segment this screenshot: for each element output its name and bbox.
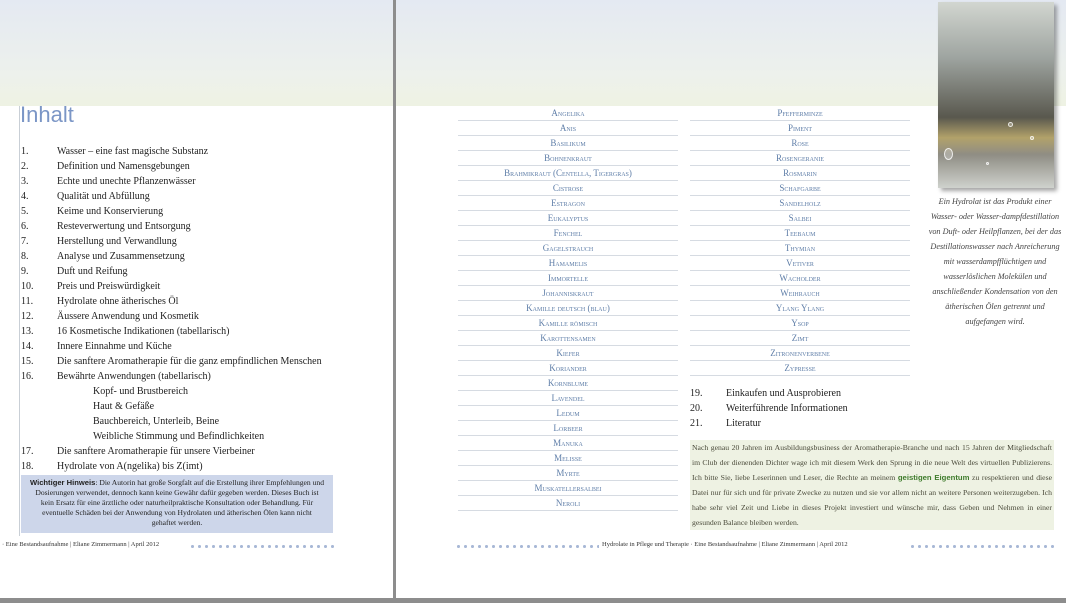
bubble — [986, 162, 989, 165]
toc-entry — [21, 144, 331, 159]
hydrolate-item: Lorbeer — [458, 421, 678, 436]
toc-title: Analyse und Zusammensetzung — [57, 251, 185, 262]
toc-number: 19. — [690, 388, 703, 399]
toc-entry — [690, 386, 848, 401]
hydrolate-item: Fenchel — [458, 226, 678, 241]
footer-dots — [909, 544, 1057, 549]
hydrolate-item: Rose — [690, 136, 910, 151]
toc-entry — [21, 324, 331, 339]
toc-title: Die sanftere Aromatherapie für die ganz empfindlichen Menschen — [57, 356, 322, 367]
toc-title: 16 Kosmetische Indikationen (tabellarisch) — [57, 326, 230, 337]
hydrolate-item: Bohnenkraut — [458, 151, 678, 166]
toc-number: 18. — [21, 461, 34, 472]
hydrolate-item: Thymian — [690, 241, 910, 256]
toc-title: Weiterführende Informationen — [726, 403, 848, 414]
toc-title: Haut & Gefäße — [93, 401, 155, 412]
hydrolate-item: Rosengeranie — [690, 151, 910, 166]
toc-entry — [21, 444, 331, 459]
hydrolate-item: Eukalyptus — [458, 211, 678, 226]
hydrolate-item: Wacholder — [690, 271, 910, 286]
hydrolate-item: Anis — [458, 121, 678, 136]
photo-caption: Ein Hydrolat ist das Produkt einer Wasser- oder Wasser-dampfdestillation von Duft- oder Heilpflanzen, bei der das Destillationswasser nach Anreicherung mit wasserdampfflüchtigen und wasserlöslichen Molekülen und anschließender Kondensation von den ätherischen Ölen getrennt und aufgefangen wird. — [928, 197, 1062, 326]
toc-title: Weibliche Stimmung und Befindlichkeiten — [93, 431, 265, 442]
toc-title: Definition und Namensgebungen — [57, 161, 190, 172]
toc-entry — [21, 459, 331, 474]
toc-number: 21. — [690, 418, 703, 429]
toc-title: Die sanftere Aromatherapie für unsere Vierbeiner — [57, 446, 255, 457]
hydrolate-item: Zitronenverbene — [690, 346, 910, 361]
toc-number: 17. — [21, 446, 34, 457]
notice-box — [21, 475, 333, 533]
left-page — [0, 0, 393, 598]
hydrolate-item: Lavendel — [458, 391, 678, 406]
hydrolate-item: Karottensamen — [458, 331, 678, 346]
toc-entry — [21, 429, 331, 444]
hydrolate-item: Immortelle — [458, 271, 678, 286]
hydrolate-item: Pfefferminze — [690, 106, 910, 121]
toc-title: Hydrolate von A(ngelika) bis Z(imt) — [57, 461, 203, 472]
toc-title: Bauchbereich, Unterleib, Beine — [93, 416, 220, 427]
toc-number: 4. — [21, 191, 29, 202]
toc-title: Kopf- und Brustbereich — [93, 386, 188, 397]
hydrolate-item: Gagelstrauch — [458, 241, 678, 256]
toc-entry — [21, 174, 331, 189]
hydrolate-item: Piment — [690, 121, 910, 136]
bubble — [944, 148, 953, 160]
toc-entry — [21, 354, 331, 369]
table-of-contents — [21, 144, 331, 474]
hydrolate-item: Vetiver — [690, 256, 910, 271]
toc-number: 9. — [21, 266, 29, 277]
hydrolate-item: Cistrose — [458, 181, 678, 196]
notice-label: Wichtiger Hinweis — [29, 478, 96, 487]
hydrolate-item: Basilikum — [458, 136, 678, 151]
hydrolate-item: Schafgarbe — [690, 181, 910, 196]
toc-entry — [21, 384, 331, 399]
toc-number: 16. — [21, 371, 34, 382]
toc-title: Wasser – eine fast magische Substanz — [57, 146, 209, 157]
toc-number: 15. — [21, 356, 34, 367]
toc-entry — [21, 414, 331, 429]
table-of-contents-continued — [690, 386, 848, 431]
toc-title: Duft und Reifung — [57, 266, 128, 277]
intro-note — [690, 440, 1054, 530]
toc-entry — [21, 234, 331, 249]
intro-text-2: zu respektieren und diese Datei nur für sich und für private Zwecke zu nutzen und sie vor allem nicht an weitere Personen weiterzugeben. Ich habe sehr viel Zeit und Liebe in dieses Projekt investiert und wünsche mir, dass Geben und Nehmen in einer gesunden Balance bleiben werden. — [692, 473, 1052, 527]
toc-entry — [21, 369, 331, 384]
hydrolate-list-column-2 — [690, 106, 910, 376]
footer-dots — [189, 544, 337, 549]
hydrolate-item: Hamamelis — [458, 256, 678, 271]
hydrolate-item: Neroli — [458, 496, 678, 511]
toc-entry — [21, 309, 331, 324]
footer-right: Hydrolate in Pflege und Therapie · Eine Bestandsaufnahme | Eliane Zimmermann | April 2012 — [602, 541, 848, 548]
hydrolate-item: Zypresse — [690, 361, 910, 376]
hydrolate-item: Zimt — [690, 331, 910, 346]
toc-title: Innere Einnahme und Küche — [57, 341, 172, 352]
hydrolate-item: Salbei — [690, 211, 910, 226]
hydrolate-item: Ysop — [690, 316, 910, 331]
hydrolate-item: Ledum — [458, 406, 678, 421]
toc-entry — [21, 159, 331, 174]
footer-dots — [455, 544, 599, 549]
toc-title: Resteverwertung und Entsorgung — [57, 221, 191, 232]
page-title: Inhalt — [20, 102, 74, 127]
hydrolate-list-column-1 — [458, 106, 678, 511]
toc-title: Keime und Konservierung — [57, 206, 164, 217]
hydrolate-item: Johanniskraut — [458, 286, 678, 301]
hydrolate-item: Sandelholz — [690, 196, 910, 211]
toc-number: 10. — [21, 281, 34, 292]
toc-number: 5. — [21, 206, 29, 217]
toc-title: Hydrolate ohne ätherisches Öl — [57, 296, 179, 307]
toc-number: 2. — [21, 161, 29, 172]
bubble — [1008, 122, 1013, 127]
toc-number: 12. — [21, 311, 34, 322]
toc-number: 1. — [21, 146, 29, 157]
toc-number: 8. — [21, 251, 29, 262]
toc-number: 6. — [21, 221, 29, 232]
toc-entry — [690, 416, 848, 431]
hydrolate-item: Muskatellersalbei — [458, 481, 678, 496]
notice-text: : Die Autorin hat große Sorgfalt auf die Erstellung ihrer Empfehlungen und Dosierungen verwendet, dennoch kann keine Gewähr dafür gegeben werden. Dieses Buch ist kein Ersatz für eine ärztliche oder naturheilpraktische Konsultation oder Behandlung. Für eventuelle Schäden bei der Anwendung von Hydrolaten und ätherischen Ölen kann nicht gehaftet werden. — [35, 478, 325, 527]
toc-title: Echte und unechte Pflanzenwässer — [57, 176, 196, 187]
toc-entry — [21, 279, 331, 294]
toc-title: Literatur — [726, 418, 761, 429]
toc-entry — [21, 219, 331, 234]
intro-text-1: Nach genau 20 Jahren im Ausbildungsbusiness der Aromatherapie-Branche und nach 15 Jahren der Mitgliedschaft im Club der dienenden Dichter wage ich mit diesem Werk den Sprung in die neue Welt des virtuellen Publizierens. Ich bitte Sie, liebe Leserinnen und Leser, die Rechte an meinem — [692, 443, 1052, 482]
toc-title: Herstellung und Verwandlung — [57, 236, 177, 247]
hydrolate-item: Weihrauch — [690, 286, 910, 301]
hydrolate-item: Kamille deutsch (blau) — [458, 301, 678, 316]
hydrolate-item: Teebaum — [690, 226, 910, 241]
toc-title: Bewährte Anwendungen (tabellarisch) — [57, 371, 211, 382]
hydrolate-item: Angelika — [458, 106, 678, 121]
hydrolate-photo — [938, 2, 1054, 188]
toc-entry — [21, 204, 331, 219]
intro-highlight: geistigen Eigentum — [897, 473, 970, 482]
hydrolate-item: Koriander — [458, 361, 678, 376]
toc-number: 20. — [690, 403, 703, 414]
hydrolate-item: Rosmarin — [690, 166, 910, 181]
toc-number: 3. — [21, 176, 29, 187]
toc-entry — [21, 399, 331, 414]
hydrolate-item: Estragon — [458, 196, 678, 211]
hydrolate-item: Kamille römisch — [458, 316, 678, 331]
toc-title: Äussere Anwendung und Kosmetik — [57, 311, 199, 322]
hydrolate-item: Manuka — [458, 436, 678, 451]
toc-number: 14. — [21, 341, 34, 352]
hydrolate-item: Kornblume — [458, 376, 678, 391]
toc-entry — [21, 264, 331, 279]
header-band — [0, 0, 393, 106]
toc-entry — [21, 189, 331, 204]
margin-rule — [19, 106, 20, 536]
toc-title: Qualität und Abfüllung — [57, 191, 150, 202]
toc-number: 11. — [21, 296, 34, 307]
toc-title: Einkaufen und Ausprobieren — [726, 388, 841, 399]
toc-entry — [21, 294, 331, 309]
toc-entry — [21, 339, 331, 354]
toc-number: 13. — [21, 326, 34, 337]
toc-entry — [690, 401, 848, 416]
footer-left: · Eine Bestandsaufnahme | Eliane Zimmermann | April 2012 — [2, 541, 160, 548]
toc-number: 7. — [21, 236, 29, 247]
toc-title: Preis und Preiswürdigkeit — [57, 281, 161, 292]
hydrolate-item: Myrte — [458, 466, 678, 481]
toc-entry — [21, 249, 331, 264]
hydrolate-item: Kiefer — [458, 346, 678, 361]
hydrolate-item: Ylang Ylang — [690, 301, 910, 316]
hydrolate-item: Melisse — [458, 451, 678, 466]
bubble — [1030, 136, 1034, 140]
hydrolate-item: Brahmikraut (Centella, Tigergras) — [458, 166, 678, 181]
